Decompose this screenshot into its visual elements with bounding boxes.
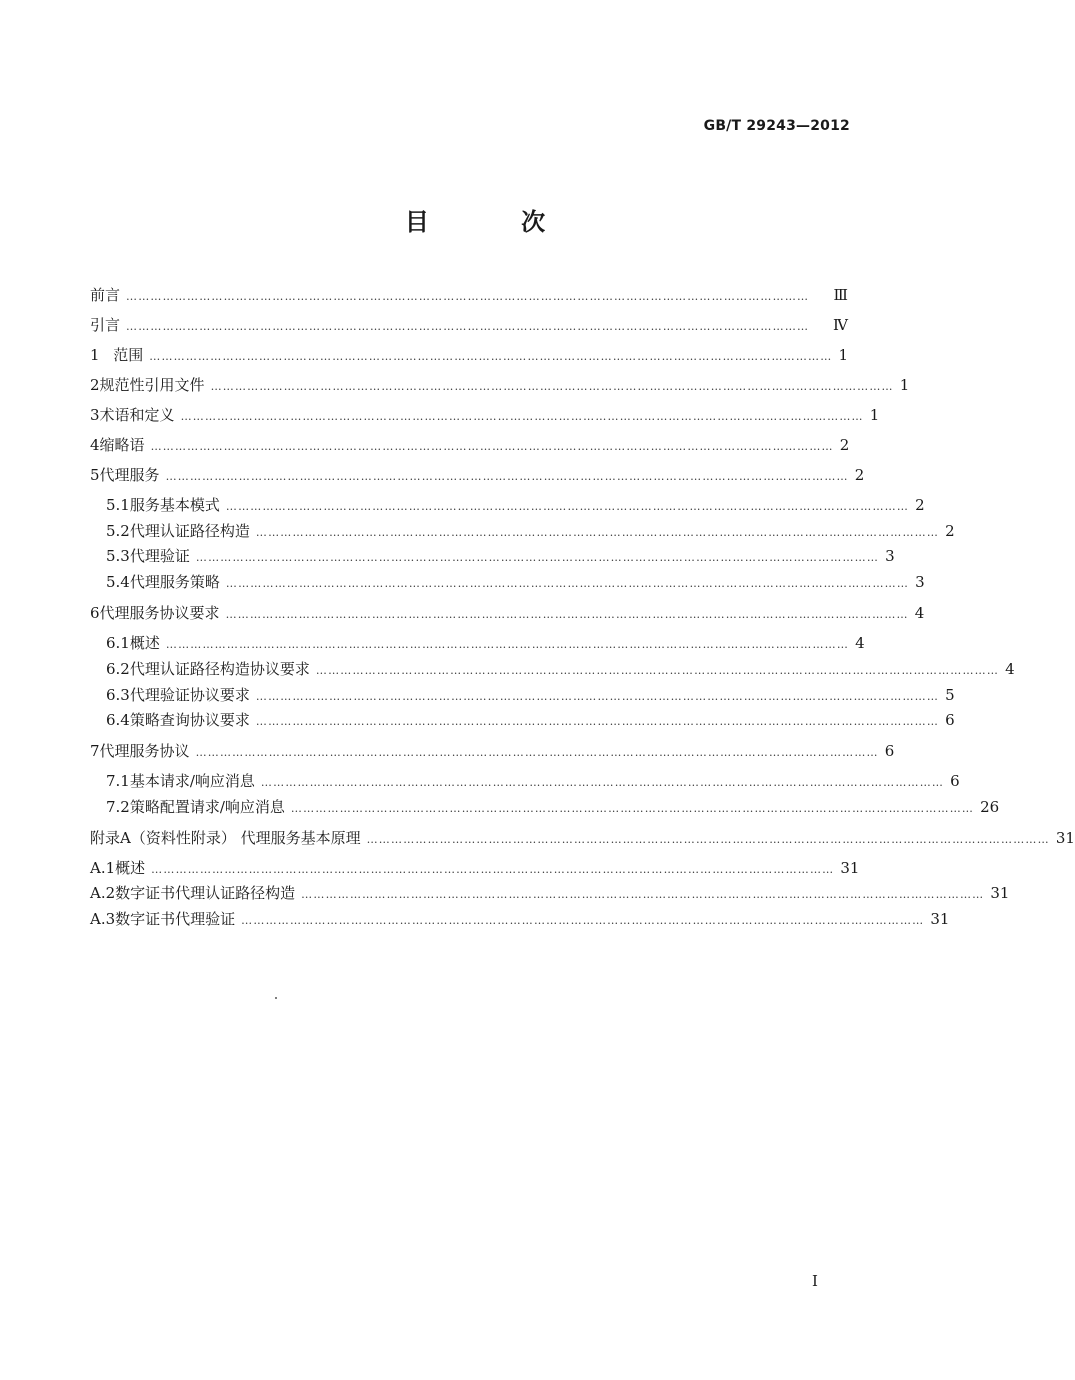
toc-entry[interactable] <box>106 520 955 542</box>
toc-entry-number: 6.3 <box>106 686 130 704</box>
toc-entry-label: 缩略语 <box>99 436 145 454</box>
leader-dots: …………………………………………………………………………………………………………………………………………………… <box>225 500 910 513</box>
leader-dots: …………………………………………………………………………………………………………………………………………………… <box>225 577 910 590</box>
toc-entry-number: 2 <box>90 376 100 394</box>
toc-entry-number: A.2 <box>90 884 116 902</box>
toc-entry-page: 2 <box>915 496 925 514</box>
leader-dots: …………………………………………………………………………………………………………………………………………………… <box>290 802 975 815</box>
leader-dots: …………………………………………………………………………………………………………………………………………………… <box>126 290 810 303</box>
toc-entry-page: 6 <box>884 742 895 760</box>
toc-entry[interactable] <box>106 632 865 654</box>
toc-entry-label: 规范性引用文件 <box>99 376 205 394</box>
toc-entry-number: A.3 <box>90 910 116 928</box>
leader-dots: …………………………………………………………………………………………………………………………………………………… <box>165 638 850 651</box>
toc-entry[interactable] <box>106 796 1000 818</box>
page-title: 目 次 <box>404 208 588 236</box>
toc-entry[interactable] <box>90 602 925 624</box>
toc-entry-number: 4 <box>90 436 100 454</box>
toc-entry[interactable] <box>90 857 860 879</box>
toc-entry-page: 3 <box>885 547 895 565</box>
toc-entry-label: 代理验证 <box>129 547 190 565</box>
toc-entry[interactable] <box>90 740 895 762</box>
toc-entry-number: 5.3 <box>106 547 130 565</box>
toc-entry-label: 代理认证路径构造 <box>129 522 250 540</box>
toc-entry-page: Ⅲ <box>833 286 848 304</box>
toc-entry[interactable] <box>90 908 950 930</box>
toc-entry[interactable] <box>106 658 1015 680</box>
toc-entry-number: 6.2 <box>106 660 130 678</box>
toc-entry[interactable] <box>90 374 910 396</box>
leader-dots: …………………………………………………………………………………………………………………………………………………… <box>260 776 945 789</box>
toc-entry-page: 2 <box>854 466 865 484</box>
toc-entry-page: 2 <box>839 436 850 454</box>
leader-dots: …………………………………………………………………………………………………………………………………………………… <box>151 863 835 876</box>
leader-dots: …………………………………………………………………………………………………………………………………………………… <box>150 440 834 453</box>
toc-entry-page: 31 <box>840 859 860 877</box>
toc-entry[interactable] <box>106 770 960 792</box>
toc-entry[interactable] <box>90 827 1075 849</box>
toc-entry[interactable] <box>90 434 848 456</box>
toc-entry-label: 代理认证路径构造协议要求 <box>129 660 310 678</box>
toc-entry-page: Ⅳ <box>833 316 848 334</box>
leader-dots: …………………………………………………………………………………………………………………………………………………… <box>315 664 1000 677</box>
toc-entry-number: 7.2 <box>106 798 130 816</box>
leader-dots: …………………………………………………………………………………………………………………………………………………… <box>366 833 1050 846</box>
leader-dots: …………………………………………………………………………………………………………………………………………………… <box>180 410 864 423</box>
leader-dots: …………………………………………………………………………………………………………………………………………………… <box>195 746 879 759</box>
toc-entry-label: 引言 <box>90 316 121 334</box>
toc-entry-label: 代理服务协议要求 <box>99 604 220 622</box>
page-number: I <box>812 1272 818 1290</box>
leader-dots: …………………………………………………………………………………………………………………………………………………… <box>255 715 940 728</box>
toc-entry-label: 代理验证协议要求 <box>129 686 250 704</box>
toc-entry-page: 5 <box>945 686 955 704</box>
leader-dots: …………………………………………………………………………………………………………………………………………………… <box>255 526 940 539</box>
toc-entry[interactable] <box>106 571 925 593</box>
scan-speck <box>275 997 277 999</box>
toc-entry-label: 服务基本模式 <box>129 496 220 514</box>
toc-entry[interactable] <box>106 709 955 731</box>
toc-entry-page: 4 <box>914 604 925 622</box>
toc-entry-page: 3 <box>915 573 925 591</box>
toc-entry[interactable] <box>106 684 955 706</box>
toc-entry-page: 1 <box>869 406 880 424</box>
toc-entry-page: 31 <box>1055 829 1075 847</box>
toc-entry-page: 2 <box>945 522 955 540</box>
toc-entry-number: 5.1 <box>106 496 130 514</box>
leader-dots: …………………………………………………………………………………………………………………………………………………… <box>301 888 985 901</box>
toc-entry-label: 概述 <box>115 859 146 877</box>
leader-dots: …………………………………………………………………………………………………………………………………………………… <box>210 380 894 393</box>
toc-entry-number: 5.2 <box>106 522 130 540</box>
toc-entry-page: 31 <box>930 910 950 928</box>
toc-entry[interactable] <box>90 464 865 486</box>
toc-entry-label: 代理服务策略 <box>129 573 220 591</box>
toc-entry-page: 6 <box>945 711 955 729</box>
toc-entry-number: 6.4 <box>106 711 130 729</box>
toc-entry[interactable] <box>106 545 895 567</box>
toc-entry-number: 5.4 <box>106 573 130 591</box>
toc-entry-number: 7.1 <box>106 772 130 790</box>
toc-entry-label: 代理服务协议 <box>99 742 190 760</box>
toc-entry-label: 范围 <box>113 346 144 364</box>
toc-entry[interactable] <box>90 314 848 336</box>
toc-entry-number: 7 <box>90 742 100 760</box>
toc-entry-page: 1 <box>838 346 848 364</box>
leader-dots: …………………………………………………………………………………………………………………………………………………… <box>126 320 810 333</box>
toc-entry-page: 26 <box>980 798 1000 816</box>
toc-entry[interactable] <box>106 494 925 516</box>
toc-entry-page: 31 <box>990 884 1010 902</box>
leader-dots: …………………………………………………………………………………………………………………………………………………… <box>255 690 940 703</box>
leader-dots: …………………………………………………………………………………………………………………………………………………… <box>149 350 833 363</box>
toc-entry-label: 前言 <box>90 286 121 304</box>
toc-entry-page: 1 <box>899 376 910 394</box>
toc-entry-label: 策略查询协议要求 <box>129 711 250 729</box>
toc-entry-page: 6 <box>950 772 960 790</box>
toc-entry-number: 3 <box>90 406 100 424</box>
leader-dots: …………………………………………………………………………………………………………………………………………………… <box>225 608 909 621</box>
toc-entry[interactable] <box>90 882 1010 904</box>
toc-entry-number: 1 <box>90 346 100 364</box>
leader-dots: …………………………………………………………………………………………………………………………………………………… <box>195 551 880 564</box>
toc-entry[interactable] <box>90 344 848 366</box>
toc-entry-label: 基本请求/响应消息 <box>129 772 255 790</box>
toc-entry-label: 数字证书代理验证 <box>115 910 236 928</box>
toc-entry-number: 6 <box>90 604 100 622</box>
toc-entry-number: A.1 <box>90 859 116 877</box>
standard-code: GB/T 29243—2012 <box>703 118 850 134</box>
toc-entry-label: 术语和定义 <box>99 406 175 424</box>
toc-entry[interactable] <box>90 284 848 306</box>
toc-entry-page: 4 <box>1005 660 1015 678</box>
toc-entry-label: 附录A（资料性附录） 代理服务基本原理 <box>90 829 361 847</box>
leader-dots: …………………………………………………………………………………………………………………………………………………… <box>165 470 849 483</box>
toc-entry-number: 6.1 <box>106 634 130 652</box>
toc-entry-number: 5 <box>90 466 100 484</box>
toc-entry-label: 概述 <box>129 634 160 652</box>
toc-entry-label: 代理服务 <box>99 466 160 484</box>
toc-entry-page: 4 <box>855 634 865 652</box>
leader-dots: …………………………………………………………………………………………………………………………………………………… <box>241 914 925 927</box>
toc-entry-label: 数字证书代理认证路径构造 <box>115 884 296 902</box>
toc-entry[interactable] <box>90 404 880 426</box>
toc-entry-label: 策略配置请求/响应消息 <box>129 798 285 816</box>
